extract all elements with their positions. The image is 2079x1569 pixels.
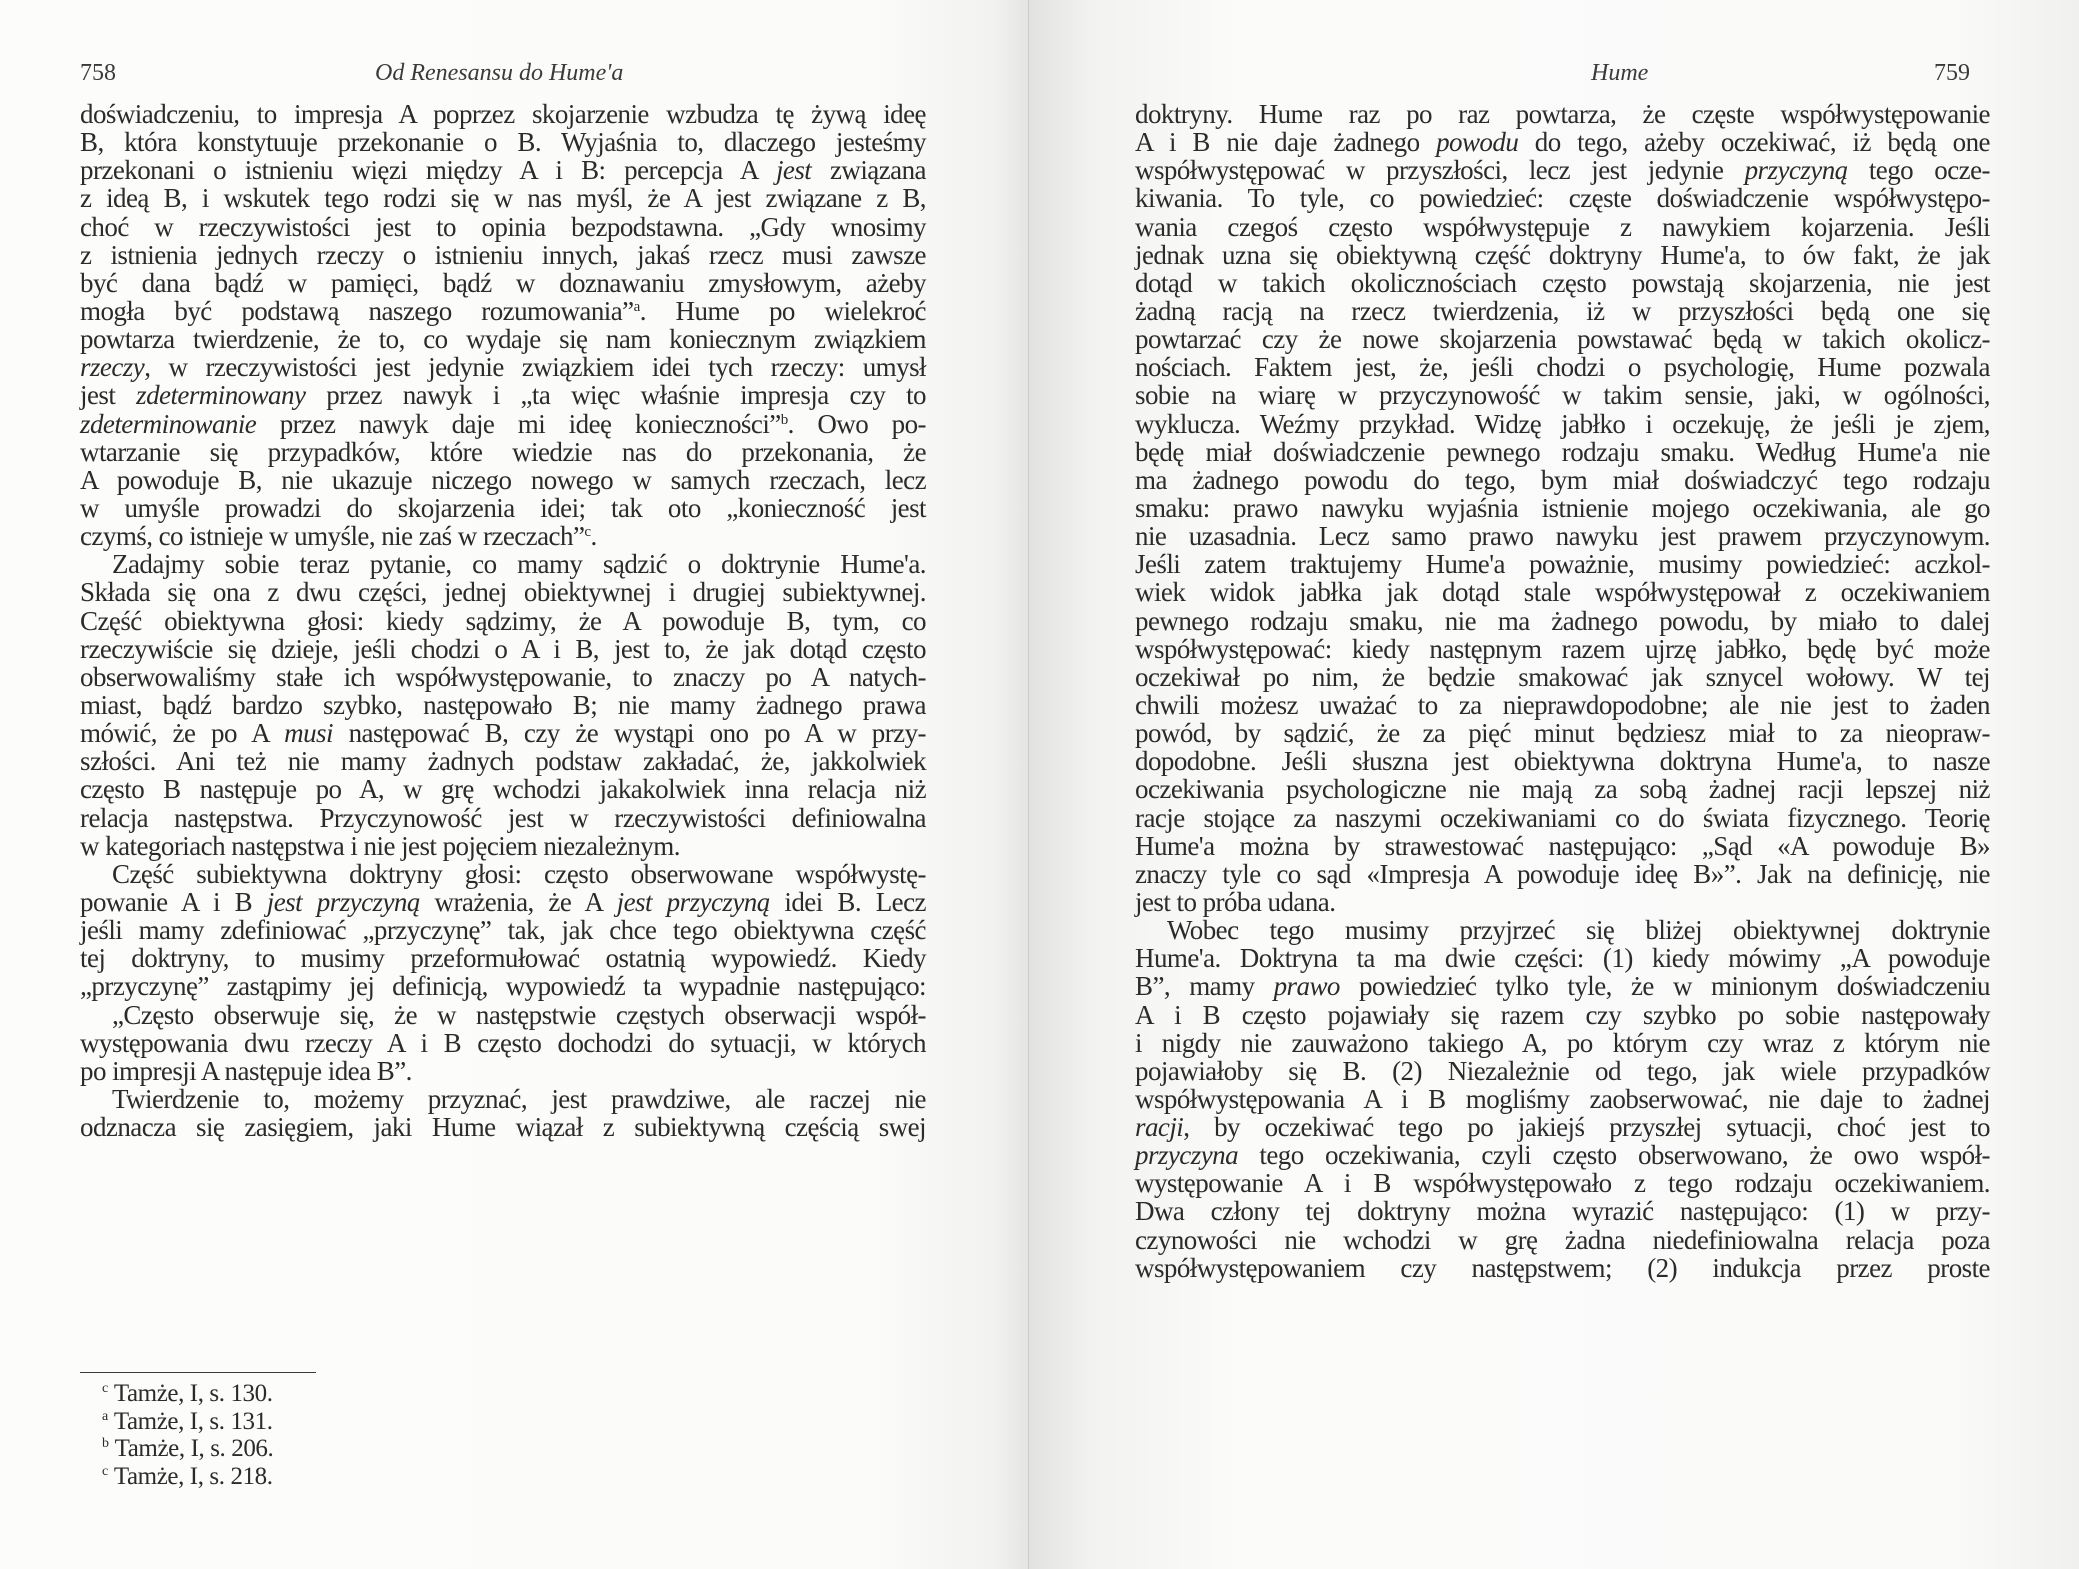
text-line: powtarza twierdzenie, że to, co wydaje się nam koniecznym związkiem [80,324,926,355]
text-line: w umyśle prowadzi do skojarzenia idei; tak oto „konieczność jest [80,492,926,523]
text-line: obserwowaliśmy stałe ich współwystępowanie, to znaczy po A natych- [80,661,926,692]
text-line: B, która konstytuuje przekonanie o B. Wyjaśnia to, dlaczego jesteśmy [80,127,926,158]
body-text [1135,100,1990,1282]
left-page [0,0,1029,1569]
text-line: „przyczynę” zastąpimy jej definicją, wypowiedź ta wypadnie następująco: [80,971,926,1002]
page-number: 759 [1934,60,1970,86]
footnote-mark: c [102,1381,108,1396]
text-line: A powoduje B, nie ukazuje niczego nowego w samych rzeczach, lecz [80,464,926,495]
footnote [102,1463,273,1491]
running-head: Od Renesansu do Hume'a [375,60,624,86]
running-head: Hume [1591,60,1649,86]
footnote-text: Tamże, I, s. 218. [113,1462,273,1490]
text-line: współwystępować: kiedy następnym razem ujrzę jabłko, będę być może [1135,633,1990,664]
text-line: wtarzanie się przypadków, które wiedzie nas do przekonania, że [80,436,926,467]
text-line: Część obiektywna głosi: kiedy sądzimy, że A powoduje B, tym, co [80,605,926,636]
text-line: być dana bądź w pamięci, bądź w doznawaniu zmysłowym, ażeby [80,267,926,298]
text-line: z ideą B, i wskutek tego rodzi się w nas myśl, że A jest związane z B, [80,183,926,214]
text-line: mówić, że po A musi następować B, czy że wystąpi ono po A w przy- [80,718,926,749]
text-line: znaczy tyle co sąd «Impresja A powoduje ideę B»”. Jak na definicję, nie [1135,858,1990,889]
text-line: z istnienia jednych rzeczy o istnieniu innych, jakaś rzecz musi zawsze [80,239,926,270]
text-line: doktryny. Hume raz po raz powtarza, że częste współwystępowanie [1135,99,1990,129]
text-line: „Często obserwuje się, że w następstwie częstych obserwacji współ- [112,999,926,1030]
text-line: B”, mamy prawo powiedzieć tylko tyle, że w minionym doświadczeniu [1135,971,1991,1002]
text-line: oczekiwania psychologiczne nie mają za sobą żadnej racji lepszej niż [1135,774,1990,805]
text-line: rzeczywiście się dzieje, jeśli chodzi o A i B, jest to, że jak dotąd często [80,633,926,664]
footnote-text: Tamże, I, s. 131. [113,1407,273,1435]
text-line: wania czegoś często współwystępuje z nawykiem kojarzenia. Jeśli [1135,211,1990,242]
text-line: szłości. Ani też nie mamy żadnych podstaw zakładać, że, jakkolwiek [80,746,926,777]
page-number: 758 [80,60,116,86]
text-line: smaku: prawo nawyku wyjaśnia istnienie mojego oczekiwania, ale go [1135,492,1990,523]
text-line: przekonani o istnieniu więzi między A i B: percepcja A jest związana [80,155,926,186]
text-line: oczekiwał po nim, że będzie smakować jak sznycel wołowy. W tej [1135,661,1990,692]
text-line: Jeśli zatem traktujemy Hume'a poważnie, musimy powiedzieć: aczkol- [1135,549,1990,580]
text-line: powtarzać czy że nowe skojarzenia powstawać będą w takich okolicz- [1135,324,1990,355]
text-line: choć w rzeczywistości jest to opinia bezpodstawna. „Gdy wnosimy [80,211,926,242]
text-line: chwili możesz uważać to za nieprawdopodobne; ale nie jest to żaden [1135,689,1990,720]
text-line: mogła być podstawą naszego rozumowania”$^a$. Hume po wielekroć [80,295,926,326]
footnote-separator [80,1372,316,1373]
text-line: A i B często pojawiały się razem czy szybko po sobie następowały [1135,999,1990,1030]
text-line: jest to próba udana. [1135,886,1336,917]
footnote [102,1408,273,1436]
text-line: powód, by sądzić, że za pięć minut będziesz miał to za nieopraw- [1135,718,1990,749]
text-line: pewnego rodzaju smaku, nie ma żadnego powodu, by miało to dalej [1135,605,1990,636]
text-line: Twierdzenie to, możemy przyznać, jest prawdziwe, ale raczej nie [112,1083,926,1114]
footnote [102,1380,273,1408]
text-line: często B następuje po A, w grę wchodzi jakakolwiek inna relacja niż [80,774,926,805]
text-line: przyczyna tego oczekiwania, czyli często obserwowano, że owo współ- [1135,1140,1990,1171]
text-line: Wobec tego musimy przyjrzeć się bliżej obiektywnej doktrynie [1167,915,1990,946]
text-line: występowania dwu rzeczy A i B często dochodzi do sytuacji, w których [80,1027,926,1058]
text-line: racji, by oczekiwać tego po jakiejś przyszłej sytuacji, choć jest to [1135,1112,1990,1143]
text-line: jeśli mamy zdefiniować „przyczynę” tak, jak chce tego obiektywna część [80,915,926,946]
text-line: współwystępować w przyszłości, lecz jest jedynie przyczyną tego ocze- [1135,155,1990,186]
text-line: Składa się ona z dwu części, jednej obiektywnej i drugiej subiektywnej. [80,577,926,608]
text-line: doświadczeniu, to impresja A poprzez skojarzenie wzbudza tę żywą ideę [80,99,926,129]
text-line: sobie na wiarę w przyczynowość w takim sensie, jaki, w ogólności, [1135,380,1990,411]
text-line: pojawiałoby się B. (2) Niezależnie od tego, jak wiele przypadków [1135,1055,1990,1086]
text-line: będę miał doświadczenie pewnego rodzaju smaku. Według Hume'a nie [1135,436,1990,467]
text-line: racje stojące za naszymi oczekiwaniami co do świata fizycznego. Teorię [1135,802,1990,833]
text-line: relacja następstwa. Przyczynowość jest w rzeczywistości definiowalna [80,802,926,833]
footnote-mark: c [102,1463,108,1479]
text-line: miast, bądź bardzo szybko, następowało B; nie mamy żadnego prawa [80,689,926,720]
text-line: wiek widok jabłka jak dotąd stale współwystępował z oczekiwaniem [1135,577,1990,608]
text-line: występowanie A i B współwystępowało z tego rodzaju oczekiwaniem. [1135,1168,1990,1199]
text-line: ma żadnego powodu do tego, bym miał doświadczyć tego rodzaju [1135,464,1990,495]
footnote-mark: a [102,1408,108,1424]
text-line: tej doktryny, to musimy przeformułować ostatnią wypowiedź. Kiedy [80,943,926,974]
text-line: nie uzasadnia. Lecz samo prawo nawyku jest prawem przyczynowym. [1135,521,1990,552]
body-text [80,100,926,1141]
text-line: i nigdy nie zauważono takiego A, po którym czy wraz z którym nie [1135,1027,1990,1058]
text-line: Hume'a. Doktryna ta ma dwie części: (1) kiedy mówimy „A powoduje [1135,943,1990,974]
text-line: jednak uzna się obiektywną część doktryny Hume'a, to ów fakt, że jak [1135,239,1990,270]
text-line: współwystępowania A i B mogliśmy zaobserwować, nie daje to żadnej [1135,1083,1990,1114]
text-line: dopodobne. Jeśli słuszna jest obiektywna doktryna Hume'a, to nasze [1135,746,1990,777]
text-line: wyklucza. Weźmy przykład. Widzę jabłko i oczekuję, że jeśli je zjem, [1135,408,1990,439]
text-line: rzeczy, w rzeczywistości jest jedynie związkiem idei tych rzeczy: umysł [80,352,926,383]
footnote [102,1435,273,1463]
text-line: Dwa człony tej doktryny można wyrazić następująco: (1) w przy- [1135,1196,1990,1227]
text-line: żadną racją na rzecz twierdzenia, iż w przyszłości będą one się [1135,295,1990,326]
text-line: po impresji A następuje idea B”. [80,1055,412,1086]
text-line: współwystępowaniem czy następstwem; (2) indukcja przez proste [1135,1252,1990,1283]
footnote-mark: b [102,1436,109,1451]
text-line: czymś, co istnieje w umyśle, nie zaś w rzeczach”$^c$. [80,521,597,552]
text-line: odznacza się zasięgiem, jaki Hume wiązał z subiektywną częścią swej [80,1112,926,1143]
footnotes [102,1380,273,1490]
text-line: czynowości nie wchodzi w grę żadna niedefiniowalna relacja poza [1135,1224,1990,1255]
text-line: zdeterminowanie przez nawyk daje mi ideę konieczności”$^b$. Owo po- [80,408,926,439]
text-line: kiwania. To tyle, co powiedzieć: częste doświadczenie współwystępo- [1135,183,1990,214]
text-line: Hume'a można by strawestować następująco: „Sąd «A powoduje B» [1135,830,1990,861]
text-line: w kategoriach następstwa i nie jest pojęciem niezależnym. [80,830,680,861]
footnote-text: Tamże, I, s. 130. [113,1380,273,1407]
text-line: Część subiektywna doktryny głosi: często obserwowane współwystę- [112,858,926,889]
right-page [1029,0,2079,1569]
text-line: Zadajmy sobie teraz pytanie, co mamy sądzić o doktrynie Hume'a. [112,549,926,580]
text-line: powanie A i B jest przyczyną wrażenia, że A jest przyczyną idei B. Lecz [80,886,926,917]
text-line: nościach. Faktem jest, że, jeśli chodzi o psychologię, Hume pozwala [1135,352,1990,383]
text-line: A i B nie daje żadnego powodu do tego, ażeby oczekiwać, iż będą one [1135,127,1990,158]
footnote-text: Tamże, I, s. 206. [114,1435,274,1462]
text-line: jest zdeterminowany przez nawyk i „ta więc właśnie impresja czy to [80,380,926,411]
text-line: dotąd w takich okolicznościach często powstają skojarzenia, nie jest [1135,267,1990,298]
